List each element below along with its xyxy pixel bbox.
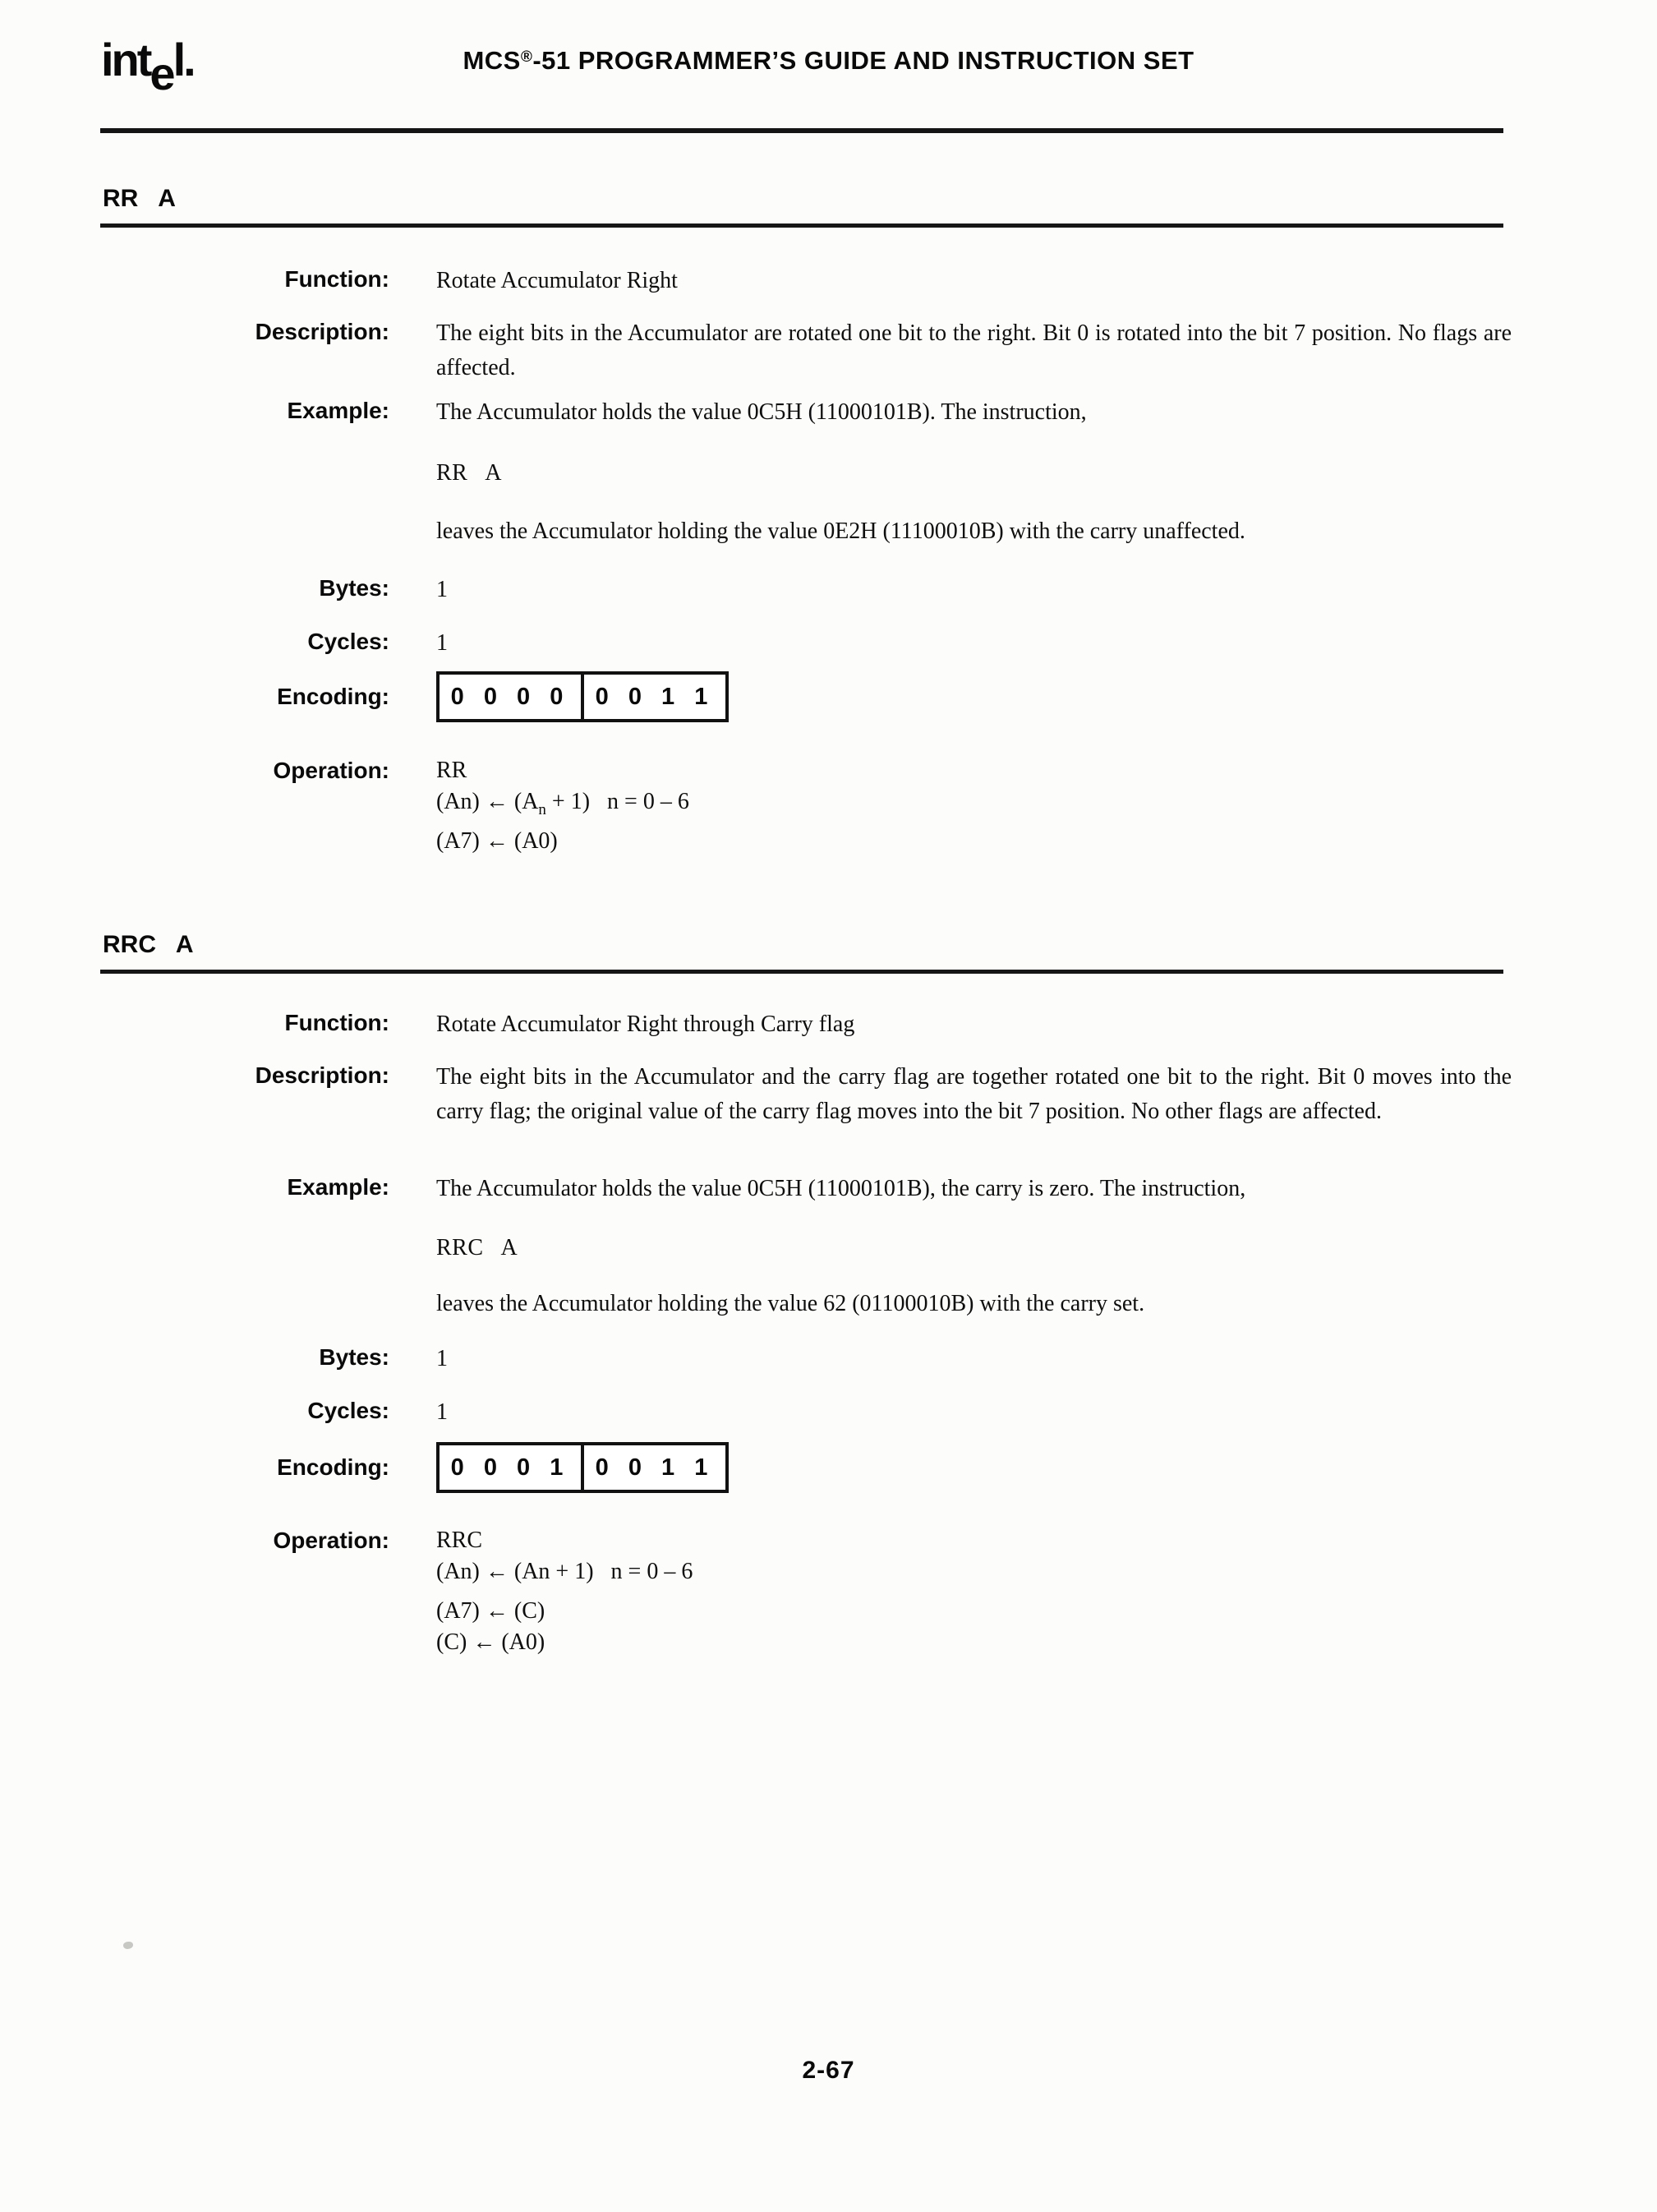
formula-pre: (An) ← (An + 1) n = 0 – 6 (436, 1559, 693, 1584)
operation-name: RR (436, 758, 467, 783)
example-code: RRC A (436, 1235, 518, 1260)
operation-block (436, 755, 1512, 857)
logo-text-post: l (173, 34, 184, 85)
description-label: Description: (255, 1062, 389, 1088)
title-post: -51 PROGRAMMER’S GUIDE AND INSTRUCTION SET (532, 46, 1194, 75)
description-text: The eight bits in the Accumulator and the carry flag are together rotated one bit to the right. Bit 0 moves into the carry flag; the original value of the carry flag moves into the bit 7 position. No other flags are affected. (436, 1064, 1512, 1124)
bytes-row (103, 1342, 1512, 1376)
opcode-high-nibble: 0 0 0 0 (450, 683, 570, 710)
description-row (103, 1060, 1512, 1129)
cycles-value: 1 (436, 1399, 448, 1425)
instruction-heading: RR A (103, 185, 176, 212)
formula-post: + 1) n = 0 – 6 (545, 789, 689, 814)
formula-subscript: n (538, 801, 546, 818)
encoding-row (103, 1442, 1512, 1493)
cycles-value: 1 (436, 630, 448, 656)
operation-name: RRC (436, 1528, 483, 1553)
operation-formula-2: (A7) ← (A0) (436, 828, 558, 854)
section-rrc-a (103, 931, 1512, 1654)
title-pre: MCS (463, 46, 521, 75)
operation-row (103, 1525, 1512, 1658)
function-row (103, 264, 1512, 298)
example-label: Example: (287, 1174, 389, 1200)
logo-dropped-e: e (150, 48, 173, 99)
opcode-encoding-box (436, 1442, 729, 1493)
example-result-text: leaves the Accumulator holding the value 62 (01100010B) with the carry set. (436, 1291, 1145, 1316)
bytes-label: Bytes: (319, 575, 389, 601)
encoding-label: Encoding: (277, 684, 389, 709)
registered-trademark-icon: ® (520, 48, 533, 66)
formula-pre: (An) ← (A (436, 789, 539, 814)
example-intro-text: The Accumulator holds the value 0C5H (11000101B), the carry is zero. The instruction, (436, 1176, 1246, 1201)
operation-row (103, 755, 1512, 857)
example-row (103, 395, 1512, 430)
operation-formula-2: (A7) ← (C) (436, 1598, 545, 1624)
section-rule (100, 224, 1503, 228)
cycles-label: Cycles: (307, 629, 389, 654)
encoding-row (103, 671, 1512, 722)
function-label: Function: (284, 1010, 389, 1035)
opcode-encoding-box (436, 671, 729, 722)
example-intro-text: The Accumulator holds the value 0C5H (11000101B). The instruction, (436, 399, 1087, 425)
opcode-low-nibble: 0 0 1 1 (581, 675, 725, 719)
opcode-low-nibble: 0 0 1 1 (581, 1445, 725, 1490)
page-number: 2-67 (802, 2057, 855, 2084)
example-result-row (103, 1287, 1512, 1321)
instruction-heading: RRC A (103, 931, 194, 958)
operation-label: Operation: (273, 1528, 389, 1553)
description-text: The eight bits in the Accumulator are rotated one bit to the right. Bit 0 is rotated into the bit 7 position. No flags are affected. (436, 320, 1512, 380)
opcode-high-nibble: 0 0 0 1 (450, 1454, 570, 1481)
description-row (103, 316, 1512, 385)
encoding-label: Encoding: (277, 1454, 389, 1480)
example-result-row (103, 514, 1512, 549)
logo-text-pre: int (101, 34, 150, 85)
function-text: Rotate Accumulator Right (436, 268, 678, 293)
header-rule (100, 128, 1503, 133)
scan-artifact (123, 1942, 133, 1949)
example-code-row (103, 456, 1512, 491)
example-row (103, 1172, 1512, 1206)
function-text: Rotate Accumulator Right through Carry flag (436, 1012, 855, 1037)
example-result-text: leaves the Accumulator holding the value 0E2H (11100010B) with the carry unaffected. (436, 518, 1245, 544)
operation-formula-3: (C) ← (A0) (436, 1629, 545, 1655)
operation-formula-1 (436, 786, 1512, 826)
bytes-value: 1 (436, 1346, 448, 1371)
function-label: Function: (284, 266, 389, 292)
function-row (103, 1007, 1512, 1042)
cycles-label: Cycles: (307, 1398, 389, 1423)
page-title (0, 46, 1657, 76)
cycles-row (103, 1395, 1512, 1430)
example-label: Example: (287, 398, 389, 423)
section-rule (100, 970, 1503, 974)
operation-formula-1 (436, 1556, 1512, 1596)
operation-block (436, 1525, 1512, 1658)
bytes-label: Bytes: (319, 1344, 389, 1370)
logo-dot: . (183, 34, 196, 85)
example-code-row (103, 1231, 1512, 1265)
section-rr-a (103, 185, 1512, 867)
bytes-value: 1 (436, 577, 448, 602)
bytes-row (103, 573, 1512, 607)
example-code: RR A (436, 460, 503, 486)
cycles-row (103, 626, 1512, 661)
operation-label: Operation: (273, 758, 389, 783)
description-label: Description: (255, 319, 389, 344)
